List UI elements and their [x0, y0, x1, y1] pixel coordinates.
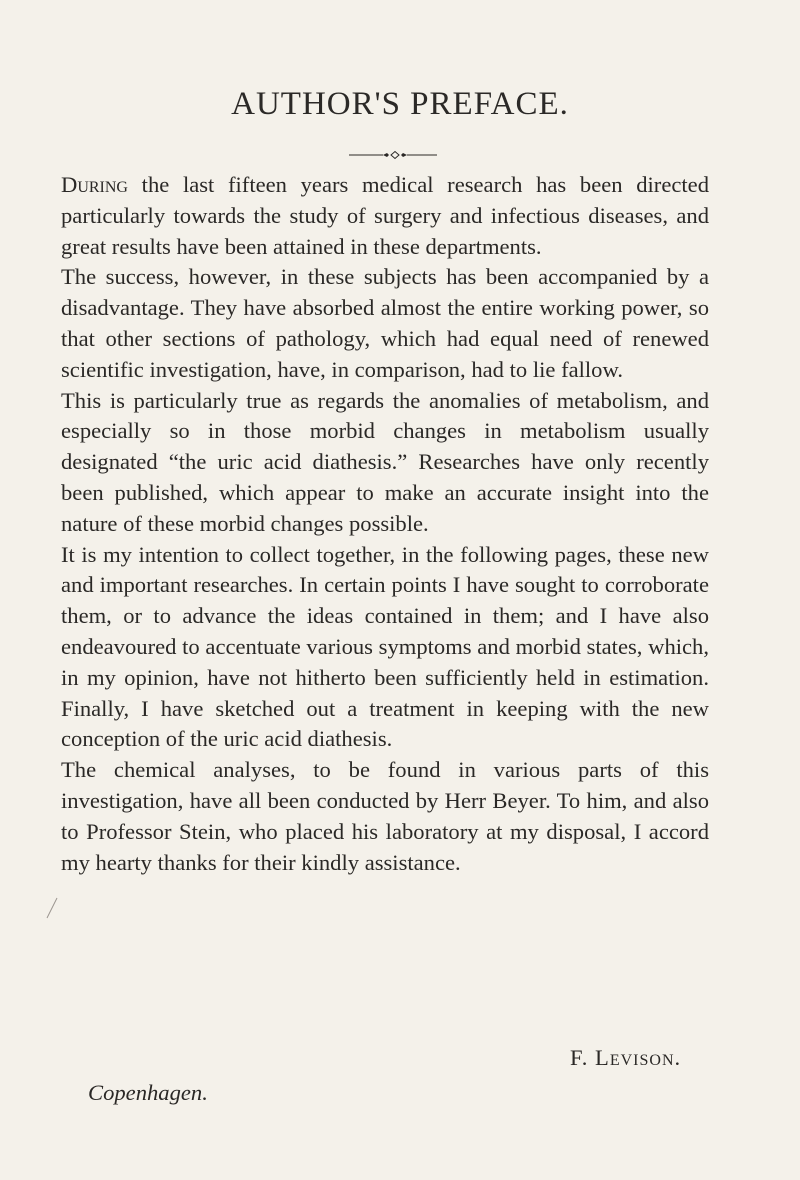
paragraph-text: The chemical analyses, to be found in various parts of this investigation, have all been conducted by Herr Beyer. To him, and also to Professor Stein, who placed his laboratory at my disposal, I accord my hearty thanks for their kindly assistance. [61, 757, 709, 875]
lead-word: During [61, 172, 128, 197]
paragraph-text: It is my intention to collect together, in the following pages, these new and important researches. In certain points I have sought to corroborate them, or to advance the ideas contained in them; and I have also endeavoured to accentuate various symptoms and morbid states, which, in my opinion, have not hitherto been sufficiently held in estimation. Finally, I have sketched out a treatment in keeping with the new conception of the uric acid diathesis. [61, 541, 709, 752]
pencil-mark-icon [45, 896, 59, 920]
paragraph [61, 170, 709, 262]
page-title: AUTHOR'S PREFACE. [231, 86, 569, 122]
place-name: Copenhagen. [88, 1080, 208, 1105]
paragraph [61, 755, 709, 878]
preface-body [61, 170, 709, 878]
paragraph-text: This is particularly true as regards the anomalies of metabolism, and especially so in those morbid changes in metabolism usually designated “the uric acid diathesis.” Researches have only recently been published, which appear to make an accurate insight into the nature of these morbid changes possible. [61, 387, 709, 536]
ornament-divider [349, 150, 437, 160]
paragraph-text: The success, however, in these subjects has been accompanied by a disadvantage. They have absorbed almost the entire working power, so that other sections of pathology, which had equal need of renewed scientific investigation, have, in comparison, had to lie fallow. [61, 264, 709, 382]
author-signature: F. Levison. [570, 1045, 682, 1070]
paragraph-text: the last fifteen years medical research has been directed particularly towards the study of surgery and infectious diseases, and great results have been attained in these departments. [61, 172, 709, 259]
paragraph [61, 262, 709, 385]
paragraph [61, 540, 709, 756]
paragraph [61, 386, 709, 540]
